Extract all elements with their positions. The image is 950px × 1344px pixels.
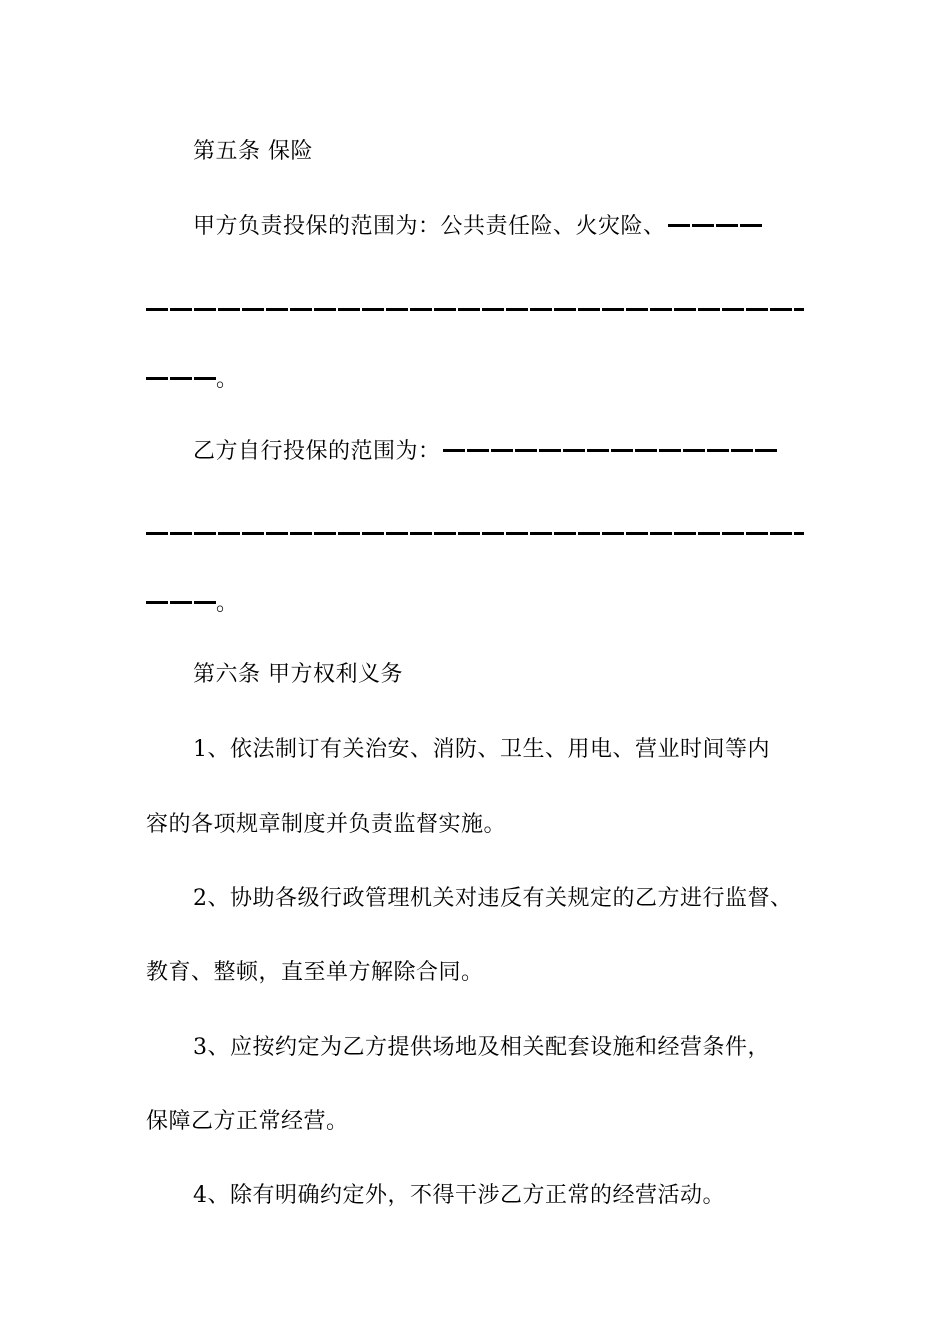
section6-title: 第六条 甲方权利义务: [193, 662, 403, 687]
section5-para2-text: 乙方自行投保的范围为：: [193, 439, 441, 464]
blank-fill-line: [146, 601, 216, 604]
section5-para2-end: 。: [216, 591, 239, 616]
section5-para1-end: 。: [216, 367, 239, 392]
section5-para1-text: 甲方负责投保的范围为：公共责任险、火灾险、: [193, 214, 666, 239]
section5-para1-line3: [146, 365, 806, 395]
blank-fill-line: [146, 532, 804, 535]
blank-fill-line: [668, 224, 762, 227]
section6-item4-line1: 4、除有明确约定外，不得干涉乙方正常的经营活动。: [193, 1183, 725, 1208]
section6-item1-line1: 1、依法制订有关治安、消防、卫生、用电、营业时间等内: [193, 737, 770, 762]
blank-fill-line: [443, 449, 779, 452]
section6-item3-line2: 保障乙方正常经营。: [146, 1109, 349, 1134]
section6-item3-line1: 3、应按约定为乙方提供场地及相关配套设施和经营条件，: [193, 1035, 770, 1060]
section6-item2-line1: 2、协助各级行政管理机关对违反有关规定的乙方进行监督、: [193, 886, 793, 911]
section5-para1-line1: [193, 212, 805, 242]
section6-item1-line2: 容的各项规章制度并负责监督实施。: [146, 812, 507, 837]
section5-title: 第五条 保险: [193, 139, 313, 164]
blank-fill-line: [146, 308, 804, 311]
blank-fill-line: [146, 377, 216, 380]
section5-para2-line1: [193, 437, 805, 467]
section5-para2-line3: [146, 589, 806, 619]
section6-item2-line2: 教育、整顿，直至单方解除合同。: [146, 960, 484, 985]
